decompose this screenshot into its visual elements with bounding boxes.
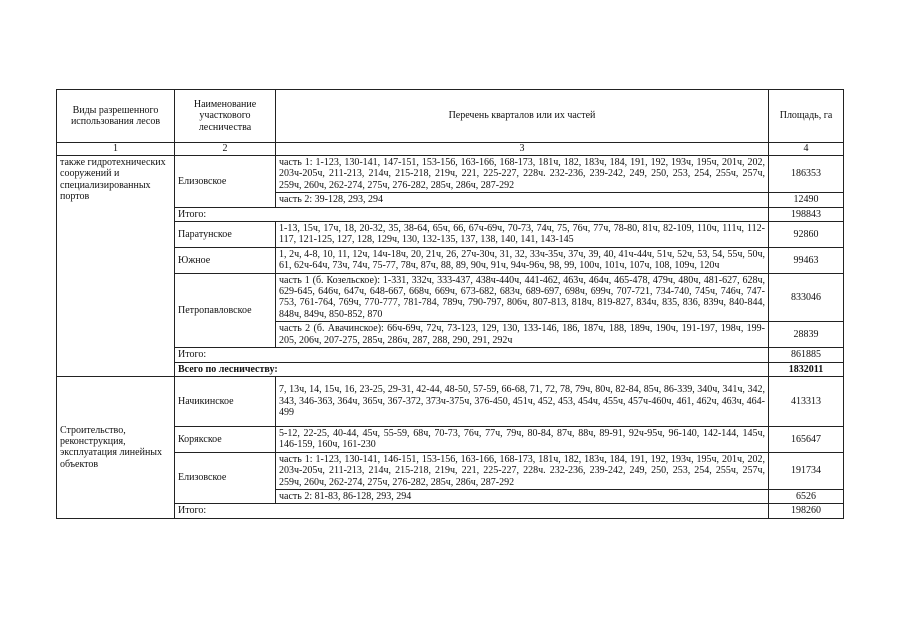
forestry-name: Начикинское <box>175 376 276 426</box>
subtotal-area: 198843 <box>769 207 844 221</box>
area-cell: 186353 <box>769 156 844 193</box>
header-area: Площадь, га <box>769 90 844 143</box>
quarters-cell: 7, 13ч, 14, 15ч, 16, 23-25, 29-31, 42-44, 48-50, 57-59, 66-68, 71, 72, 78, 79ч, 80ч, 82-84, 85ч, 86-339, 340ч, 341ч, 342, 343, 346-363, 364ч, 365ч, 367-372, 373ч-375ч, 376-450, 451ч, 452, 453, 454ч, 455ч, 457ч-460ч, 461, 462ч, 463ч, 464-499 <box>276 376 769 426</box>
quarters-cell: 5-12, 22-25, 40-44, 45ч, 55-59, 68ч, 70-73, 76ч, 77ч, 79ч, 80-84, 87ч, 88ч, 89-91, 92ч-95ч, 96-140, 142-144, 145ч, 146-159, 160ч, 161-230 <box>276 426 769 452</box>
table-row <box>57 156 844 193</box>
subtotal-row <box>57 207 844 221</box>
subtotal-area: 861885 <box>769 348 844 362</box>
table-row <box>57 452 844 489</box>
subtotal-label: Итого: <box>175 207 769 221</box>
quarters-cell: часть 1 (б. Козельское): 1-331, 332ч, 333-437, 438ч-440ч, 441-462, 463ч, 464ч, 465-478, 479ч, 480ч, 481-627, 628ч, 629-645, 646ч, 647ч, 648-667, 668ч, 669ч, 673-682, 683ч, 689-697, 698ч, 699ч, 707-721, 734-740, 745ч, 746ч, 747-753, 761-764, 769ч, 770-777, 781-784, 789ч, 790-797, 806ч, 807-813, 818ч, 819-827, 834ч, 835, 836, 839ч, 840-844, 848ч, 849ч, 850-852, 870 <box>276 273 769 322</box>
forest-use-table <box>56 89 844 519</box>
subtotal-label: Итого: <box>175 348 769 362</box>
forestry-name: Елизовское <box>175 452 276 504</box>
area-cell: 191734 <box>769 452 844 489</box>
total-label: Всего по лесничеству: <box>175 362 769 376</box>
quarters-cell: часть 2: 39-128, 293, 294 <box>276 193 769 207</box>
forestry-name: Паратунское <box>175 222 276 248</box>
subtotal-row <box>57 504 844 518</box>
forestry-name: Елизовское <box>175 156 276 208</box>
header-quarters-list: Перечень кварталов или их частей <box>276 90 769 143</box>
subtotal-label: Итого: <box>175 504 769 518</box>
quarters-cell: часть 2: 81-83, 86-128, 293, 294 <box>276 489 769 503</box>
quarters-cell: часть 2 (б. Авачинское): 66ч-69ч, 72ч, 73-123, 129, 130, 133-146, 186, 187ч, 188, 189ч, 190ч, 191-197, 198ч, 199-205, 206ч, 207-275, 285ч, 286ч, 287, 288, 290, 291, 292ч <box>276 322 769 348</box>
header-row <box>57 90 844 143</box>
quarters-cell: часть 1: 1-123, 130-141, 146-151, 153-156, 163-166, 168-173, 181ч, 182, 183ч, 184, 191, 192, 193ч, 195ч, 201ч, 202, 203ч-205ч, 211-213, 214ч, 215-218, 219ч, 221, 225-227, 228ч. 232-236, 239-242, 249, 250, 253, 254, 255ч, 257ч, 259ч, 260ч, 262-274, 275ч, 276-282, 285ч, 286ч, 287-292 <box>276 452 769 489</box>
quarters-cell: 1, 2ч, 4-8, 10, 11, 12ч, 14ч-18ч, 20, 21ч, 26, 27ч-30ч, 31, 32, 33ч-35ч, 37ч, 39, 40, 41ч-44ч, 51ч, 52ч, 53, 54, 55ч, 50ч, 61, 62ч-64ч, 73ч, 74ч, 75-77, 78ч, 87ч, 88, 89, 90ч, 91ч, 94ч-96ч, 98, 99, 100ч, 101ч, 107ч, 108, 109ч, 120ч <box>276 247 769 273</box>
forestry-name: Корякское <box>175 426 276 452</box>
table-row <box>57 273 844 322</box>
column-number-1: 1 <box>57 143 175 156</box>
table-row <box>57 247 844 273</box>
subtotal-row <box>57 348 844 362</box>
subtotal-area: 198260 <box>769 504 844 518</box>
use-type-cell: также гидротехнических сооружений и специализированных портов <box>57 156 175 377</box>
table-row <box>57 376 844 426</box>
forestry-name: Петропавловское <box>175 273 276 347</box>
table-row <box>57 222 844 248</box>
table-row <box>57 426 844 452</box>
area-cell: 413313 <box>769 376 844 426</box>
header-forestry-name: Наименование участкового лесничества <box>175 90 276 143</box>
column-number-3: 3 <box>276 143 769 156</box>
area-cell: 99463 <box>769 247 844 273</box>
area-cell: 165647 <box>769 426 844 452</box>
area-cell: 12490 <box>769 193 844 207</box>
area-cell: 833046 <box>769 273 844 322</box>
column-number-4: 4 <box>769 143 844 156</box>
use-type-cell: Строительство, реконструкция, эксплуатация линейных объектов <box>57 376 175 518</box>
area-cell: 92860 <box>769 222 844 248</box>
total-area: 1832011 <box>769 362 844 376</box>
area-cell: 6526 <box>769 489 844 503</box>
quarters-cell: 1-13, 15ч, 17ч, 18, 20-32, 35, 38-64, 65ч, 66, 67ч-69ч, 70-73, 74ч, 75, 76ч, 77ч, 78-80, 81ч, 82-109, 110ч, 111ч, 112-117, 121-125, 127, 128, 129ч, 130, 132-135, 137, 138, 140, 141, 143-145 <box>276 222 769 248</box>
total-row <box>57 362 844 376</box>
column-number-row <box>57 143 844 156</box>
column-number-2: 2 <box>175 143 276 156</box>
quarters-cell: часть 1: 1-123, 130-141, 147-151, 153-156, 163-166, 168-173, 181ч, 182, 183ч, 184, 191, 192, 193ч, 195ч, 201ч, 202, 203ч-205ч, 211-213, 214ч, 215-218, 219ч, 221, 225-227, 228ч. 232-236, 239-242, 249, 250, 253, 254, 255ч, 257ч, 259ч, 260ч, 262-274, 275ч, 276-282, 285ч, 286ч, 287-292 <box>276 156 769 193</box>
forestry-name: Южное <box>175 247 276 273</box>
header-use-type: Виды разрешенного использования лесов <box>57 90 175 143</box>
area-cell: 28839 <box>769 322 844 348</box>
